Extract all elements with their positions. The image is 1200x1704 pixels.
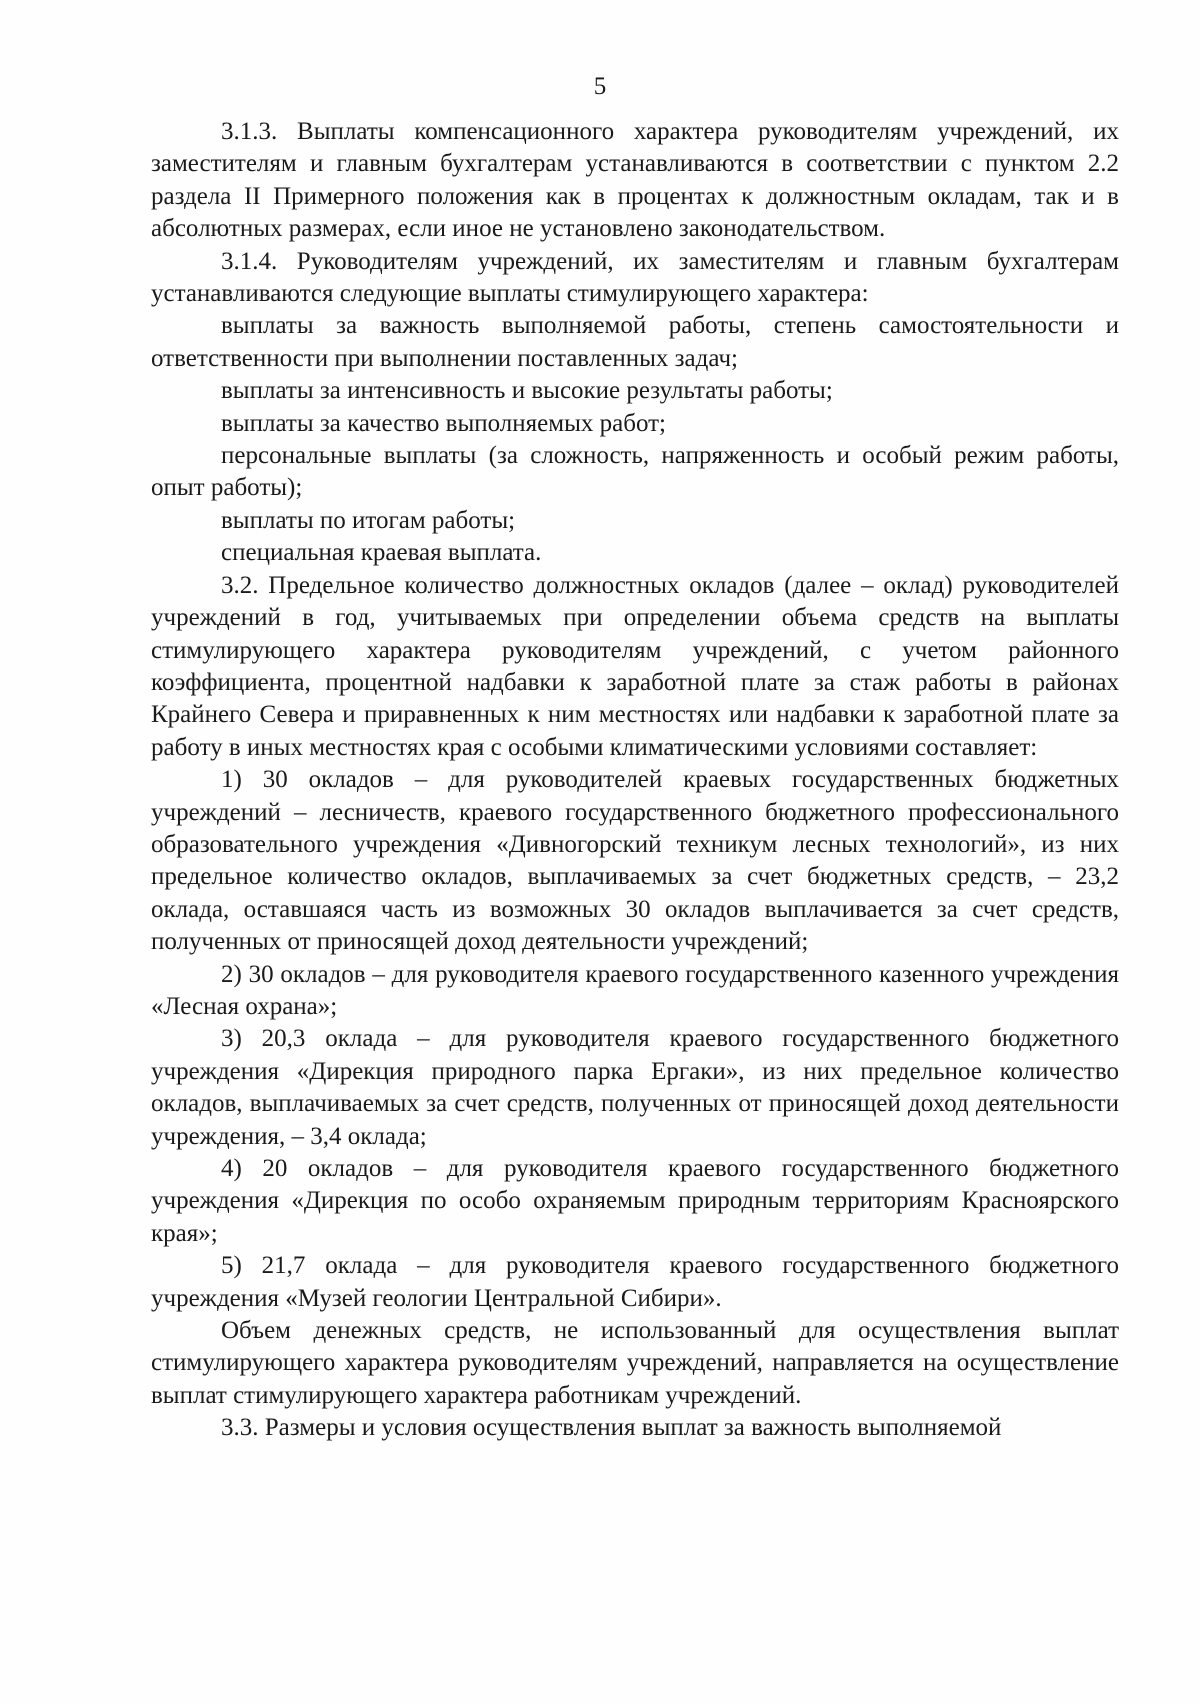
list-item-2-forest-protection: 2) 30 окладов – для руководителя краевого государственного казенного учреждения «Лесная охрана»; [151,960,1119,1020]
list-item-intensity-payments: выплаты за интенсивность и высокие результаты работы; [221,377,833,405]
list-item-personal-payments: персональные выплаты (за сложность, напряженность и особый режим работы, опыт работы); [151,442,1119,502]
paragraph-3-2: 3.2. Предельное количество должностных окладов (далее – оклад) руководителей учреждений в год, учитываемых при определении объема средств на выплаты стимулирующего характера руководителям учреждений, с учетом районного коэффициента, процентной надбавки к заработной плате за стаж работы в районах Крайнего Севера и приравненных к ним местностях или надбавки к заработной плате за работу в иных местностях края с особыми климатическими условиями составляет: [151,571,1119,761]
paragraph-3-1-4: 3.1.4. Руководителям учреждений, их заместителям и главным бухгалтерам устанавливаются следующие выплаты стимулирующего характера: [151,247,1119,308]
paragraph-unused-funds: Объем денежных средств, не использованный для осуществления выплат стимулирующего характера руководителям учреждений, направляется на осуществление выплат стимулирующего характера работникам учреждений. [151,1317,1119,1409]
list-item-results-payments: выплаты по итогам работы; [221,506,516,534]
list-item-quality-payments: выплаты за качество выполняемых работ; [221,409,666,437]
list-item-1-forestries: 1) 30 окладов – для руководителей краевых государственных бюджетных учреждений – лесничеств, краевого государственного бюджетного профессионального образовательного учреждения «Дивногорский техникум лесных технологий», из них предельное количество окладов, выплачиваемых за счет бюджетных средств, – 23,2 оклада, оставшаяся часть из возможных 30 окладов выплачивается за счет средств, полученных от приносящей доход деятельности учреждений; [151,766,1119,956]
list-item-3-ergaki-park: 3) 20,3 оклада – для руководителя краевого государственного бюджетного учреждения «Дирекция природного парка Ергаки», из них предельное количество окладов, выплачиваемых за счет средств, полученных от приносящей доход деятельности учреждения, – 3,4 оклада; [151,1025,1119,1150]
document-body [151,116,1119,1445]
list-item-importance-payments: выплаты за важность выполняемой работы, степень самостоятельности и ответственности при выполнении поставленных задач; [151,312,1119,372]
list-item-5-geology-museum: 5) 21,7 оклада – для руководителя краевого государственного бюджетного учреждения «Музей геологии Центральной Сибири». [151,1252,1119,1312]
paragraph-3-3: 3.3. Размеры и условия осуществления выплат за важность выполняемой [221,1414,1002,1442]
page-number: 5 [593,73,607,100]
paragraph-3-1-3: 3.1.3. Выплаты компенсационного характера руководителям учреждений, их заместителям и главным бухгалтерам устанавливаются в соответствии с пунктом 2.2 раздела II Примерного положения как в процентах к должностным окладам, так и в абсолютных размерах, если иное не установлено законодательством. [151,118,1119,243]
list-item-special-regional-payment: специальная краевая выплата. [221,539,542,567]
list-item-4-protected-areas: 4) 20 окладов – для руководителя краевого государственного бюджетного учреждения «Дирекция по особо охраняемым природным территориям Красноярского края»; [151,1155,1119,1247]
